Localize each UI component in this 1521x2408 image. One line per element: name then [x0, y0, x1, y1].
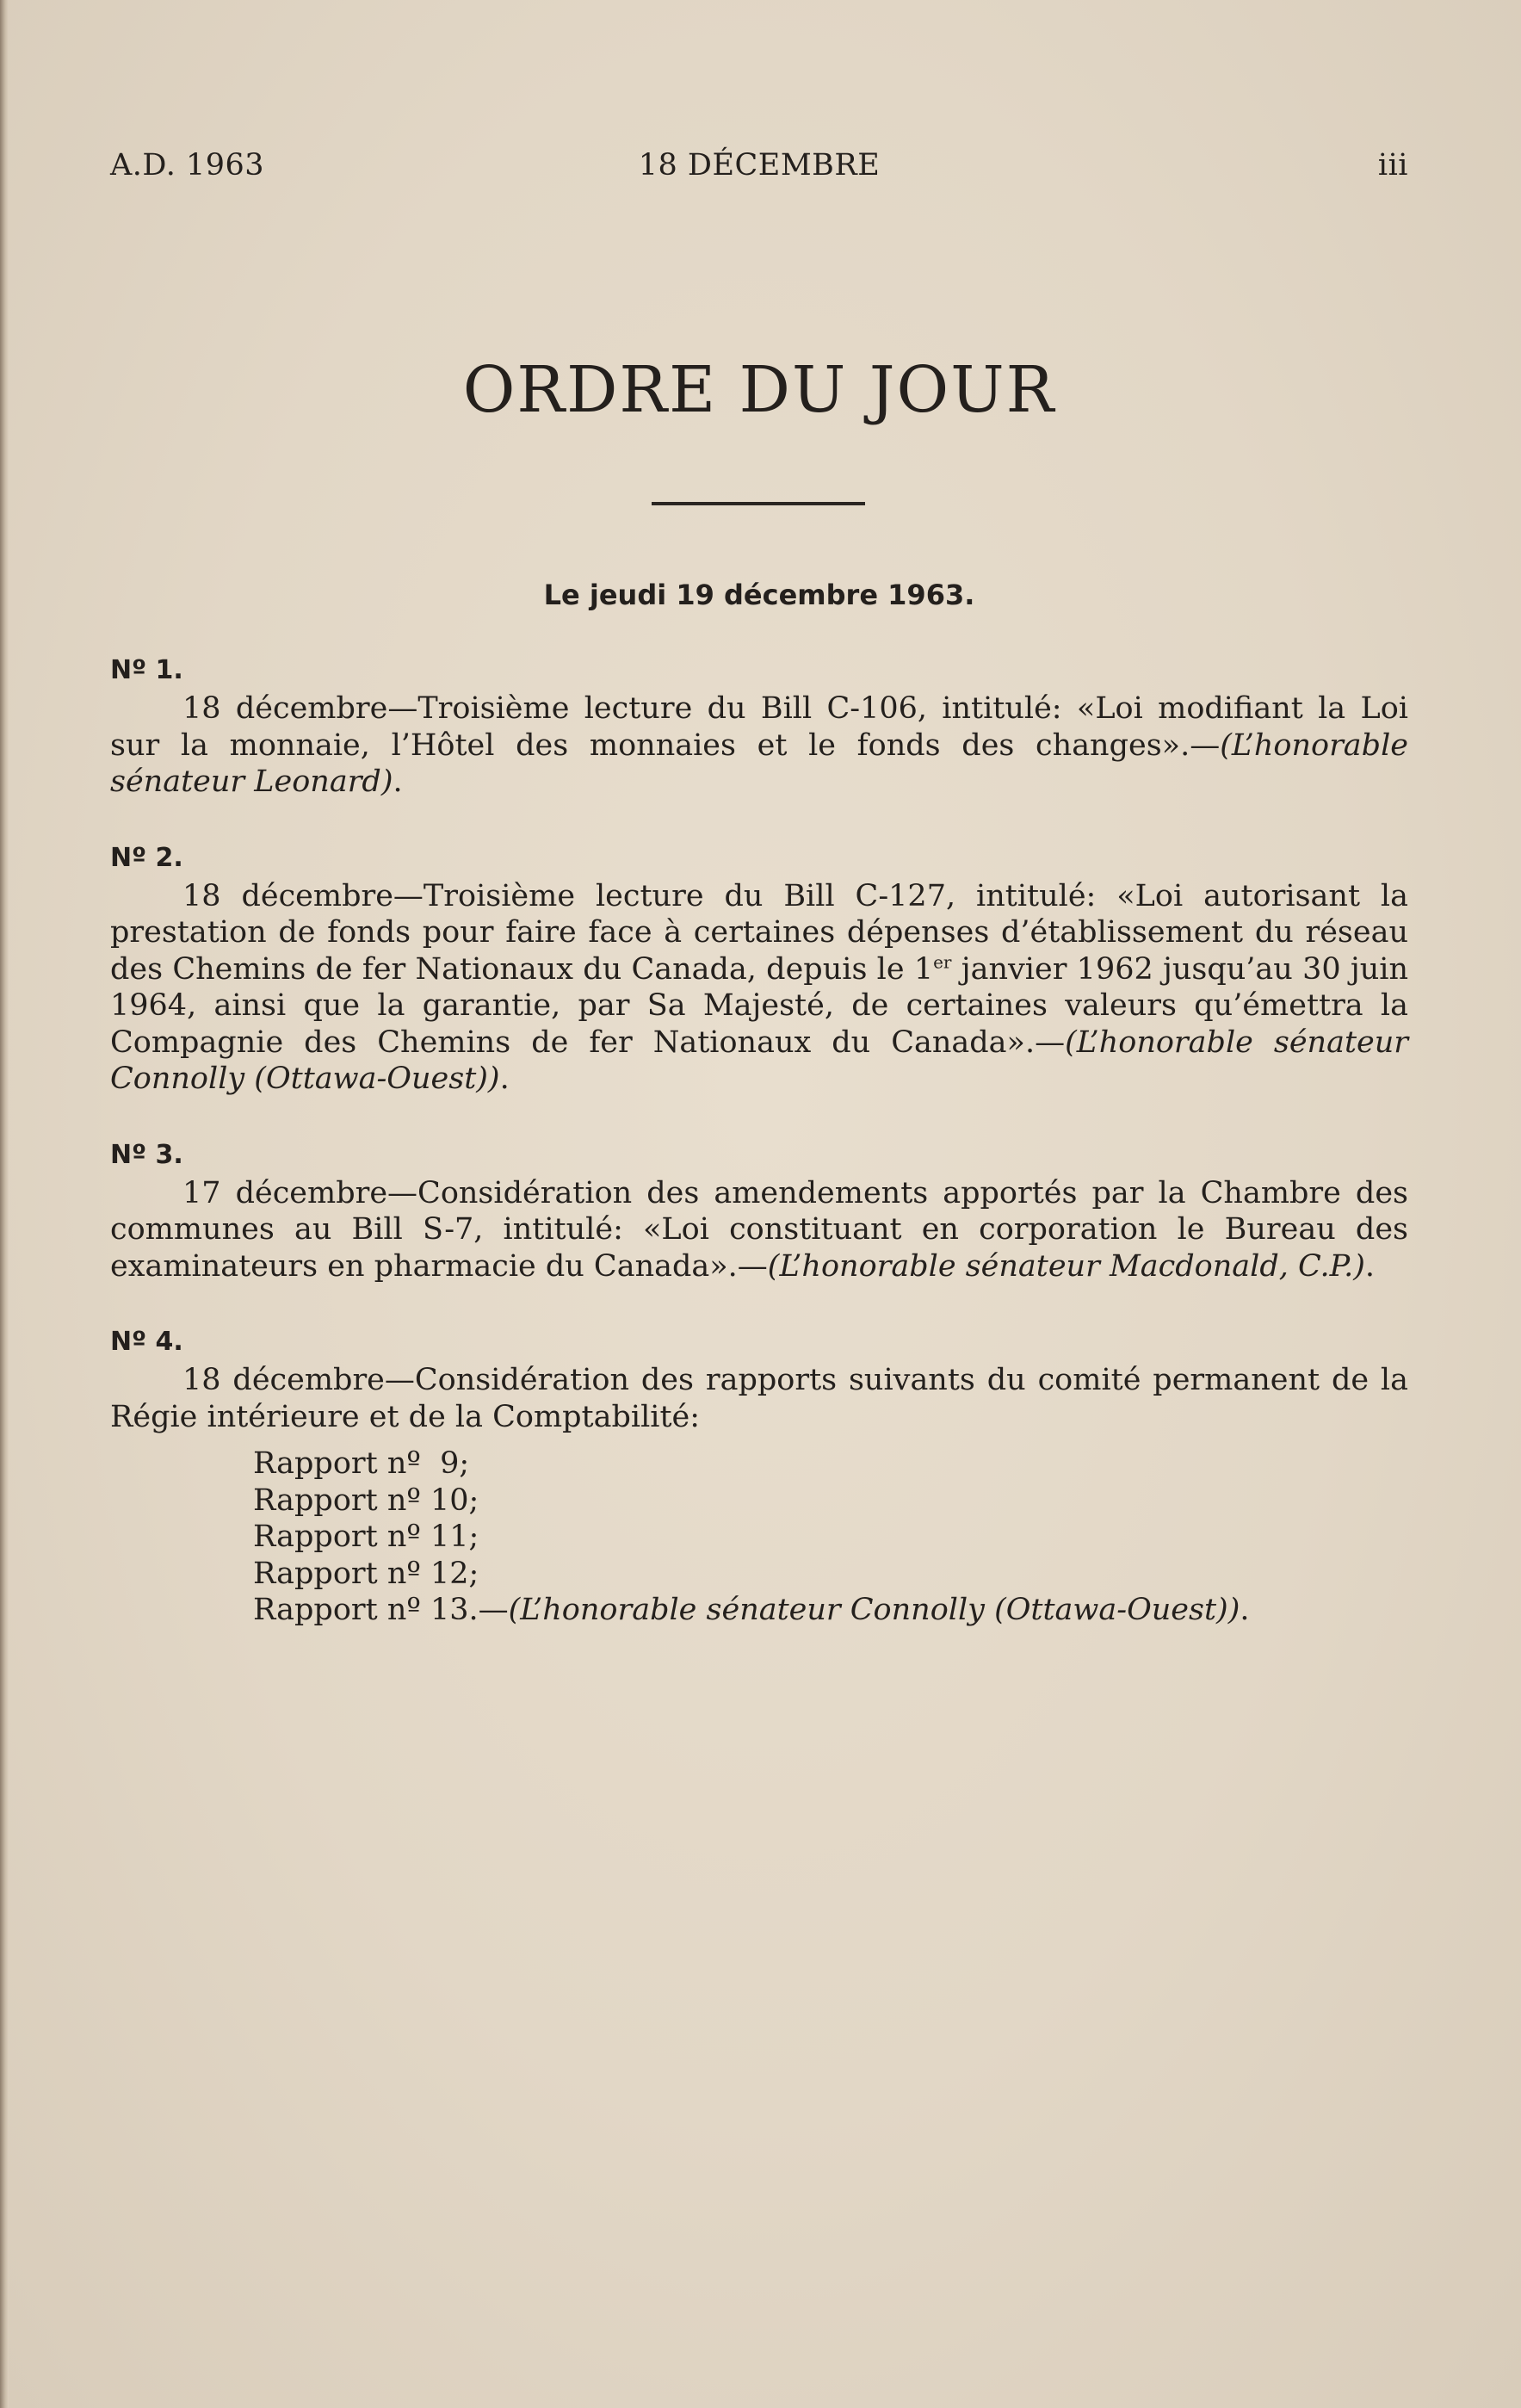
report-item: Rapport nº 10; [253, 1483, 479, 1518]
order-item-3 [110, 1137, 1408, 1285]
item-number: Nº 4. [110, 1327, 183, 1357]
item-number: Nº 3. [110, 1139, 183, 1170]
item-sponsor: (L’honorable sénateur Connolly (Ottawa-Ouest)) [508, 1593, 1240, 1627]
order-item-2 [110, 840, 1408, 1098]
report-item: Rapport nº 9; [253, 1446, 470, 1481]
report-item-last [253, 1592, 1408, 1629]
item-text: 18 décembre—Considération des rapports suivants du comité permanent de la Régie intérieure et de la Comptabilité: [110, 1363, 1408, 1434]
item-sponsor: (L’honorable sénateur Macdonald, C.P.) [767, 1248, 1365, 1284]
order-of-business [110, 653, 1408, 1668]
sitting-date: Le jeudi 19 décembre 1963. [543, 579, 975, 611]
item-sponsor: (L’honorable sénateur Connolly (Ottawa-Ouest)) [110, 1024, 1408, 1096]
item-number: Nº 2. [110, 842, 183, 873]
item-number: Nº 1. [110, 655, 183, 685]
title-divider [652, 502, 865, 505]
item-end: . [1240, 1593, 1250, 1627]
item-text [110, 690, 1408, 801]
report-list [253, 1445, 1408, 1629]
page-binding-edge [0, 0, 9, 2408]
item-text [110, 1175, 1408, 1285]
item-end: . [1364, 1248, 1376, 1284]
item-body: 18 décembre—Troisième lecture du Bill C-106, intitulé: «Loi modifiant la Loi sur la monnaie, l’Hôtel des monnaies et le fonds des changes».— [110, 691, 1408, 763]
item-body: 17 décembre—Considération des amendements apportés par la Chambre des communes au Bill S-7, intitulé: «Loi constituant en corporation le Bureau des examinateurs en pharmacie du Canada».— [110, 1175, 1408, 1284]
report-item: Rapport nº 11; [253, 1520, 479, 1554]
report-item-text: Rapport nº 13.— [253, 1593, 509, 1627]
header-page-number: iii [1377, 148, 1408, 183]
item-body: 18 décembre—Troisième lecture du Bill C-127, intitulé: «Loi autorisant la prestation de fonds pour faire face à certaines dépenses d’établissement du réseau des Chemins de fer Nationaux du Canada, depuis le 1 [110, 878, 1408, 987]
report-item: Rapport nº 12; [253, 1556, 479, 1591]
ordinal-superscript: er [933, 950, 952, 972]
item-body-continued: janvier 1962 jusqu’au 30 juin 1964, ainsi que la garantie, par Sa Majesté, de certaines valeurs qu’émettra la Compagnie des Chemins de fer Nationaux du Canada».— [110, 951, 1409, 1060]
header-year: A.D. 1963 [110, 148, 265, 183]
order-item-4 [110, 1324, 1408, 1629]
page-title: ORDRE DU JOUR [462, 353, 1056, 427]
header-date: 18 DÉCEMBRE [638, 148, 881, 183]
item-text [110, 878, 1408, 1098]
item-end: . [393, 764, 403, 799]
running-header [110, 148, 1408, 191]
order-item-1 [110, 653, 1408, 801]
item-end: . [499, 1062, 510, 1096]
item-sponsor: (L’honorable sénateur Leonard) [110, 727, 1408, 799]
